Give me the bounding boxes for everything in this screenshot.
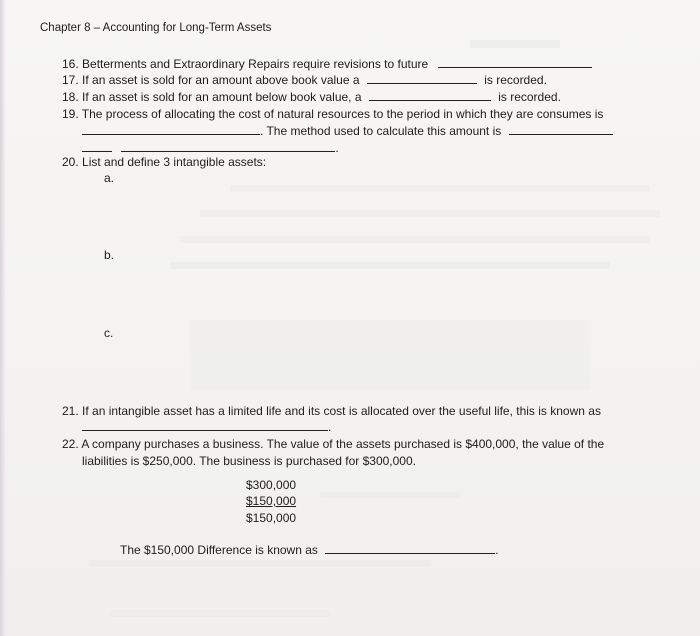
page-edge-shadow <box>0 0 6 636</box>
question-21-end: . <box>328 420 332 434</box>
question-20: 20. List and define 3 intangible assets: <box>62 155 267 169</box>
question-19-line-3 <box>82 141 339 155</box>
answer-blank[interactable] <box>369 90 491 101</box>
bleed-through-mark <box>200 210 660 217</box>
question-22-final <box>120 543 499 557</box>
question-18 <box>62 90 561 104</box>
bleed-through-mark <box>170 262 610 269</box>
bleed-through-mark <box>90 560 430 567</box>
list-item-c: c. <box>104 326 114 340</box>
question-21-answer-line <box>82 420 331 434</box>
bleed-through-mark <box>180 236 650 243</box>
question-22-line-2: liabilities is $250,000. The business is purchased for $300,000. <box>82 454 416 468</box>
question-21: 21. If an intangible asset has a limited life and its cost is allocated over the useful life, this is known as <box>62 404 601 418</box>
bleed-through-mark <box>230 185 650 192</box>
question-19-line-2-text: . The method used to calculate this amount is <box>260 124 502 138</box>
bleed-through-mark <box>320 492 460 498</box>
bleed-through-mark <box>110 610 330 617</box>
answer-blank[interactable] <box>82 141 112 152</box>
difference-value: $150,000 <box>246 511 297 525</box>
answer-blank[interactable] <box>82 420 328 431</box>
list-item-b: b. <box>104 248 115 262</box>
question-19-line-1: 19. The process of allocating the cost of natural resources to the period in which they are consumes is <box>62 107 604 121</box>
list-item-a: a. <box>104 171 115 185</box>
answer-blank[interactable] <box>82 124 260 135</box>
question-22-line-1: 22. A company purchases a business. The value of the assets purchased is $400,000, the value of the <box>62 437 605 451</box>
assets-minus-liabilities-value: $150,000 <box>246 494 297 508</box>
question-22-final-end: . <box>495 543 499 557</box>
question-19-line-2 <box>82 124 613 138</box>
question-17-suffix: is recorded. <box>484 73 547 87</box>
question-16 <box>62 57 592 71</box>
bleed-through-mark <box>470 40 560 48</box>
answer-blank[interactable] <box>509 124 613 135</box>
chapter-title: Chapter 8 – Accounting for Long-Term Assets <box>40 22 272 34</box>
answer-blank[interactable] <box>438 57 592 68</box>
question-17 <box>62 73 547 87</box>
question-19-end: . <box>335 141 339 155</box>
answer-blank[interactable] <box>325 543 495 554</box>
purchase-price-value: $300,000 <box>246 478 297 492</box>
question-18-suffix: is recorded. <box>498 90 561 104</box>
answer-blank[interactable] <box>367 73 477 84</box>
question-16-text: 16. Betterments and Extraordinary Repairs require revisions to future <box>62 57 429 71</box>
question-22-final-text: The $150,000 Difference is known as <box>120 543 318 557</box>
question-18-text: 18. If an asset is sold for an amount below book value, a <box>62 90 362 104</box>
answer-blank[interactable] <box>121 141 335 152</box>
bleed-through-mark <box>190 320 590 390</box>
question-17-text: 17. If an asset is sold for an amount above book value a <box>62 73 360 87</box>
